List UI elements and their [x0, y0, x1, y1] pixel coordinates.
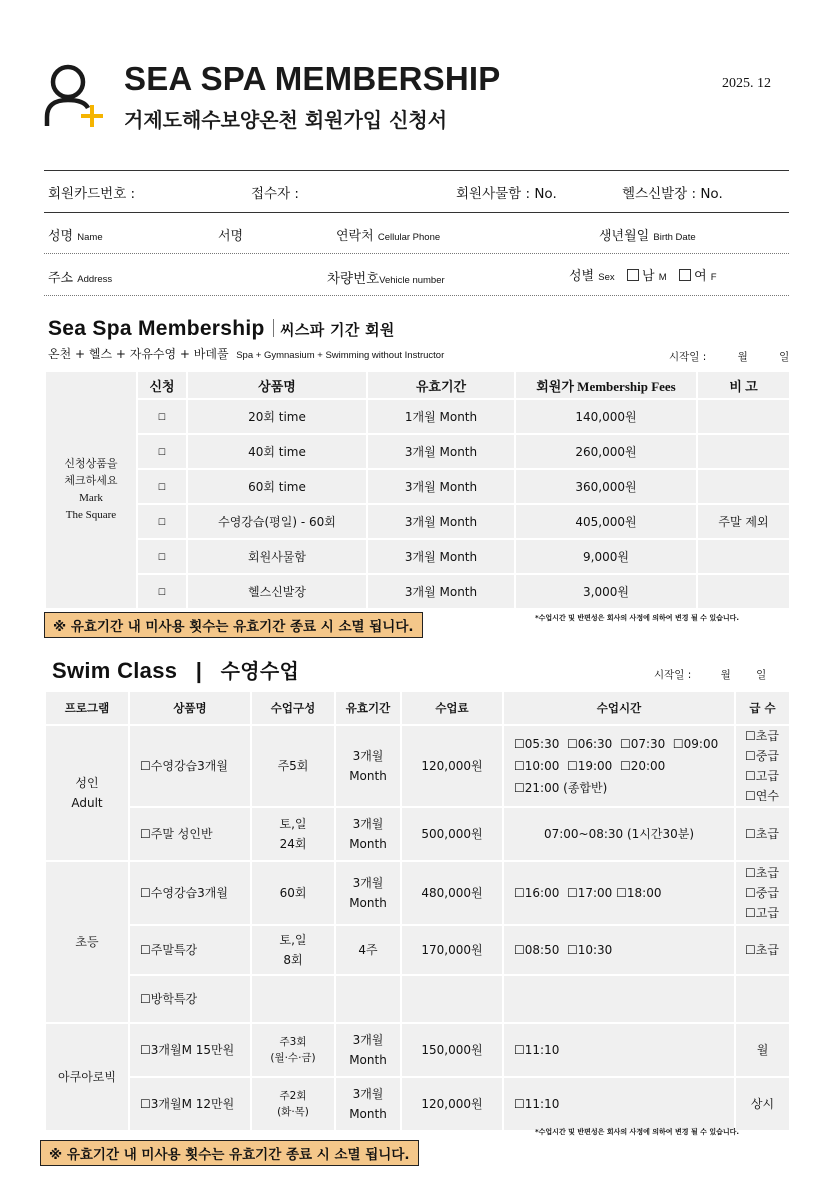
composition-days: (화·목)	[277, 1106, 309, 1118]
female-checkbox[interactable]	[679, 269, 691, 281]
class-fee: 150,000원	[401, 1023, 503, 1077]
row-checkbox[interactable]: ☐	[137, 399, 187, 434]
product-name: 20회 time	[187, 399, 367, 434]
grade-option[interactable]: ☐중급	[745, 886, 779, 900]
grade-options[interactable]	[735, 807, 790, 861]
valid-period: 3개월 Month	[367, 539, 515, 574]
membership-subtitle	[48, 345, 444, 362]
male-label-en: M	[658, 272, 667, 283]
class-times[interactable]: ☐11:10	[503, 1023, 735, 1077]
title-separator	[273, 319, 275, 337]
phone-field[interactable]	[336, 225, 440, 244]
time-options[interactable]: ☐05:30 ☐06:30 ☐07:30 ☐09:00	[514, 737, 719, 751]
membership-fee: 360,000원	[515, 469, 697, 504]
mark-instruction-line: Mark	[79, 492, 103, 504]
grade-option[interactable]: ☐초급	[745, 866, 779, 880]
product-name: 헬스신발장	[187, 574, 367, 609]
composition-count: 8회	[283, 953, 303, 967]
row-note	[697, 539, 790, 574]
membership-fee: 9,000원	[515, 539, 697, 574]
table-row	[45, 539, 790, 574]
product-name: 회원사물함	[187, 539, 367, 574]
class-name[interactable]: ☐3개월M 12만원	[129, 1077, 251, 1131]
table-header-row	[45, 371, 790, 399]
sex-label-en: Sex	[598, 272, 615, 283]
program-elementary: 초등	[45, 861, 129, 1023]
grade-value: 상시	[735, 1077, 790, 1131]
valid-period	[335, 725, 401, 807]
mark-instruction-line: 신청상품을	[64, 458, 118, 470]
table-row	[45, 1077, 790, 1131]
column-header: 신청	[137, 371, 187, 399]
grade-option[interactable]: ☐고급	[745, 769, 779, 783]
start-label: 시작일 :	[669, 351, 707, 363]
row-checkbox[interactable]: ☐	[137, 574, 187, 609]
column-header: 상품명	[187, 371, 367, 399]
period-value: 3개월	[352, 876, 384, 890]
phone-label: 연락처	[336, 229, 374, 244]
valid-period: 3개월 Month	[367, 574, 515, 609]
class-fee: 120,000원	[401, 725, 503, 807]
period-unit: Month	[349, 1053, 387, 1067]
program-aquarobic: 아쿠아로빅	[45, 1023, 129, 1131]
class-name[interactable]: ☐수영강습3개월	[129, 861, 251, 925]
class-times[interactable]: ☐16:00 ☐17:00 ☐18:00	[503, 861, 735, 925]
valid-period	[335, 1023, 401, 1077]
start-label: 시작일 :	[654, 669, 692, 681]
column-header: 유효기간	[335, 691, 401, 725]
column-header: 급 수	[735, 691, 790, 725]
grade-value: 월	[735, 1023, 790, 1077]
class-composition	[251, 925, 335, 975]
signature-field[interactable]: 서명	[218, 229, 244, 244]
swim-class-table	[44, 690, 791, 1132]
membership-fee: 3,000원	[515, 574, 697, 609]
grade-option[interactable]: ☐중급	[745, 749, 779, 763]
grade-options[interactable]	[735, 725, 790, 807]
expiry-notice: ※ 유효기간 내 미사용 횟수는 유효기간 종료 시 소멸 됩니다.	[40, 1140, 419, 1166]
class-name[interactable]: ☐3개월M 15만원	[129, 1023, 251, 1077]
composition-days: (월·수·금)	[270, 1052, 316, 1064]
valid-period: 4주	[335, 925, 401, 975]
period-value: 3개월	[352, 817, 384, 831]
mark-instruction	[45, 371, 137, 609]
swim-title: Swim Class	[52, 658, 178, 683]
table-row	[45, 807, 790, 861]
table-row	[45, 925, 790, 975]
table-row	[45, 1023, 790, 1077]
title-separator: |	[195, 658, 203, 683]
time-options[interactable]: ☐10:00 ☐19:00 ☐20:00	[514, 759, 666, 773]
composition-count: 주2회	[279, 1090, 307, 1102]
swim-section-title	[52, 655, 299, 684]
table-row	[45, 574, 790, 609]
class-times[interactable]	[503, 725, 735, 807]
row-checkbox[interactable]: ☐	[137, 469, 187, 504]
class-composition: 주5회	[251, 725, 335, 807]
class-times[interactable]: ☐08:50 ☐10:30	[503, 925, 735, 975]
membership-fee: 260,000원	[515, 434, 697, 469]
table-row	[45, 861, 790, 925]
class-fee: 120,000원	[401, 1077, 503, 1131]
valid-period	[335, 861, 401, 925]
table-header-row	[45, 691, 790, 725]
class-times[interactable]: ☐11:10	[503, 1077, 735, 1131]
column-header: 수업료	[401, 691, 503, 725]
period-unit: Month	[349, 896, 387, 910]
membership-title-kr: 씨스파 기간 회원	[280, 321, 395, 339]
day-label: 일	[779, 351, 790, 363]
membership-section-title	[48, 317, 395, 341]
vehicle-label: 차량번호	[327, 271, 380, 287]
column-header: 수업구성	[251, 691, 335, 725]
table-row	[45, 725, 790, 807]
class-times: 07:00~08:30 (1시간30분)	[503, 807, 735, 861]
divider	[44, 295, 789, 296]
period-value: 3개월	[352, 1087, 384, 1101]
row-note	[697, 434, 790, 469]
column-header: 프로그램	[45, 691, 129, 725]
class-times	[503, 975, 735, 1023]
birth-field[interactable]	[599, 225, 696, 244]
schedule-change-note: *수업시간 및 반편성은 회사의 사정에 의하여 변경 될 수 있습니다.	[535, 614, 740, 622]
vehicle-label-en: Vehicle number	[379, 275, 445, 286]
composition-count: 24회	[279, 837, 307, 851]
column-header: 회원가 Membership Fees	[515, 371, 697, 399]
column-header: 수업시간	[503, 691, 735, 725]
gym-shoe-field[interactable]: 헬스신발장 : No.	[622, 186, 723, 202]
grade-option[interactable]: ☐연수	[745, 789, 779, 803]
class-name[interactable]: ☐수영강습3개월	[129, 725, 251, 807]
birth-label: 생년월일	[599, 229, 650, 244]
class-name[interactable]: ☐방학특강	[129, 975, 251, 1023]
row-note	[697, 574, 790, 609]
product-name: 60회 time	[187, 469, 367, 504]
program-label-en: Adult	[71, 796, 103, 810]
male-checkbox[interactable]	[627, 269, 639, 281]
table-row	[45, 975, 790, 1023]
membership-sub-kr: 온천 + 헬스 + 자유수영 + 바데풀	[48, 347, 229, 361]
composition-days: 토,일	[279, 933, 307, 947]
class-composition: 60회	[251, 861, 335, 925]
locker-field[interactable]: 회원사물함 : No.	[456, 186, 557, 202]
valid-period: 1개월 Month	[367, 399, 515, 434]
name-label-en: Name	[77, 232, 103, 243]
membership-title: Sea Spa Membership	[48, 317, 265, 340]
class-name[interactable]: ☐주말특강	[129, 925, 251, 975]
class-name[interactable]: ☐주말 성인반	[129, 807, 251, 861]
page-subtitle: 거제도해수보양온천 회원가입 신청서	[124, 108, 448, 132]
valid-period	[335, 975, 401, 1023]
sex-label: 성별	[569, 269, 595, 284]
address-label-en: Address	[77, 274, 113, 285]
month-label: 월	[737, 351, 748, 363]
program-label: 성인	[75, 776, 99, 790]
member-person-icon	[44, 62, 104, 128]
valid-period: 3개월 Month	[367, 434, 515, 469]
class-composition	[251, 1023, 335, 1077]
swim-start-date[interactable]	[654, 667, 766, 682]
row-checkbox[interactable]: ☐	[137, 434, 187, 469]
expiry-notice: ※ 유효기간 내 미사용 횟수는 유효기간 종료 시 소멸 됩니다.	[44, 612, 423, 638]
swim-title-kr: 수영수업	[220, 659, 300, 683]
program-adult	[45, 725, 129, 861]
table-row	[45, 504, 790, 539]
period-value: 3개월	[352, 749, 384, 763]
receiver-field[interactable]: 접수자 :	[251, 186, 299, 202]
divider	[44, 170, 789, 171]
membership-table	[44, 370, 791, 610]
membership-fee: 140,000원	[515, 399, 697, 434]
membership-start-date[interactable]	[669, 349, 789, 364]
class-fee: 170,000원	[401, 925, 503, 975]
day-label: 일	[756, 669, 767, 681]
class-composition	[251, 807, 335, 861]
sex-field	[569, 265, 717, 284]
valid-period: 3개월 Month	[367, 469, 515, 504]
period-unit: Month	[349, 1107, 387, 1121]
class-composition	[251, 975, 335, 1023]
column-header: 상품명	[129, 691, 251, 725]
row-checkbox[interactable]: ☐	[137, 539, 187, 574]
address-label: 주소	[48, 271, 74, 286]
class-fee	[401, 975, 503, 1023]
month-label: 월	[720, 669, 731, 681]
valid-period	[335, 807, 401, 861]
birth-label-en: Birth Date	[653, 232, 696, 243]
period-unit: Month	[349, 837, 387, 851]
grade-option[interactable]: ☐고급	[745, 906, 779, 920]
membership-sub-en: Spa + Gymnasium + Swimming without Instructor	[236, 350, 445, 361]
period-value: 3개월	[352, 1033, 384, 1047]
table-row	[45, 469, 790, 504]
name-label: 성명	[48, 229, 74, 244]
column-header: 비 고	[697, 371, 790, 399]
valid-period	[335, 1077, 401, 1131]
divider	[44, 253, 789, 254]
table-row	[45, 399, 790, 434]
male-label: 남	[642, 269, 655, 284]
product-name: 40회 time	[187, 434, 367, 469]
female-label: 여	[694, 269, 707, 284]
schedule-change-note: *수업시간 및 반편성은 회사의 사정에 의하여 변경 될 수 있습니다.	[535, 1128, 740, 1136]
divider	[44, 212, 789, 213]
name-field[interactable]	[48, 225, 103, 244]
grade-option[interactable]: ☐초급	[745, 729, 779, 743]
form-date: 2025. 12	[722, 76, 771, 91]
grade-options	[735, 975, 790, 1023]
row-checkbox[interactable]: ☐	[137, 504, 187, 539]
address-field[interactable]	[48, 267, 112, 286]
row-note: 주말 제외	[697, 504, 790, 539]
composition-count: 주3회	[279, 1036, 307, 1048]
phone-label-en: Cellular Phone	[377, 232, 441, 243]
grade-options[interactable]	[735, 925, 790, 975]
card-number-field[interactable]: 회원카드번호 :	[48, 186, 136, 202]
composition-days: 토,일	[279, 817, 307, 831]
row-note	[697, 469, 790, 504]
period-unit: Month	[349, 769, 387, 783]
mark-instruction-line: The Square	[65, 509, 117, 521]
vehicle-field[interactable]	[327, 267, 445, 287]
class-fee: 500,000원	[401, 807, 503, 861]
grade-option[interactable]: ☐초급	[745, 943, 779, 957]
valid-period: 3개월 Month	[367, 504, 515, 539]
grade-option[interactable]: ☐초급	[745, 827, 779, 841]
table-row	[45, 434, 790, 469]
page-title: SEA SPA MEMBERSHIP	[124, 60, 501, 97]
time-options[interactable]: ☐21:00 (종합반)	[514, 781, 608, 795]
class-fee: 480,000원	[401, 861, 503, 925]
column-header: 유효기간	[367, 371, 515, 399]
female-label-en: F	[710, 272, 717, 283]
mark-instruction-line: 체크하세요	[64, 475, 118, 487]
class-composition	[251, 1077, 335, 1131]
row-note	[697, 399, 790, 434]
grade-options[interactable]	[735, 861, 790, 925]
product-name: 수영강습(평일) - 60회	[187, 504, 367, 539]
membership-fee: 405,000원	[515, 504, 697, 539]
